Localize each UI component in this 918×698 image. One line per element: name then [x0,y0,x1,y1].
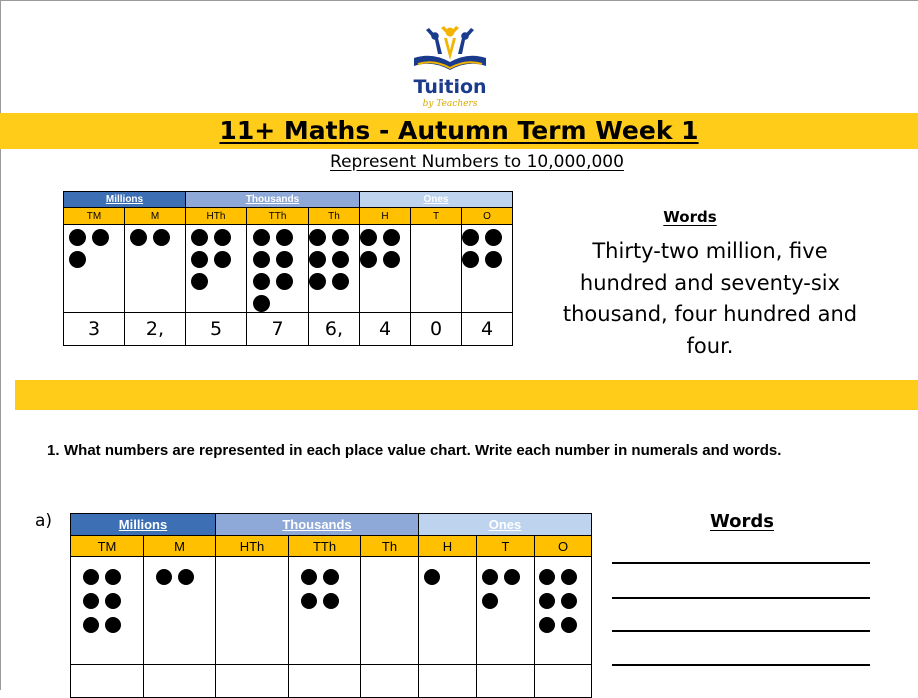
counter-dot [301,593,317,609]
counter-dot [424,569,440,585]
counter-dot [309,251,326,268]
words-answer-line[interactable] [612,664,870,666]
counter-cell [247,225,309,313]
counter-dot [561,617,577,633]
counter-dot [482,593,498,609]
counter-dot [69,251,86,268]
page-title: 11+ Maths - Autumn Term Week 1 [219,116,699,145]
digit-answer-cell[interactable] [71,665,144,698]
counter-dot [153,229,170,246]
counter-dot [214,251,231,268]
digit-answer-cell[interactable] [361,665,419,698]
counters [156,557,204,585]
col-head-h: H [360,208,411,225]
col-head-hth: HTh [186,208,247,225]
column-header-row [71,536,592,557]
col-head-hth: HTh [216,536,289,557]
digit-answer-cell[interactable] [419,665,477,698]
counter-dot [504,569,520,585]
group-ones: Ones [360,192,513,208]
digit-answer-cell[interactable] [216,665,289,698]
col-head-t: T [477,536,535,557]
col-head-h: H [419,536,477,557]
counter-dot [383,229,400,246]
counter-cell [477,557,535,665]
counter-dot [191,273,208,290]
counter-dot [130,229,147,246]
counters [83,557,131,633]
page-subtitle: Represent Numbers to 10,000,000 [330,152,624,172]
digit-cell: 5 [186,313,247,346]
counter-cell [289,557,361,665]
digit-answer-cell[interactable] [289,665,361,698]
counter-dot [309,229,326,246]
counter-dot [539,593,555,609]
counters [424,557,472,585]
counter-dot [105,593,121,609]
counter-cell [216,557,289,665]
question-number: 1. [47,442,60,459]
counter-dot [69,229,86,246]
group-millions: Millions [64,192,186,208]
counters [253,225,303,312]
counter-dot [276,229,293,246]
counters [366,557,414,569]
counters [130,225,180,246]
col-head-tth: TTh [247,208,309,225]
logo-wordmark: Tuition [413,76,487,98]
col-head-tm: TM [64,208,125,225]
example-place-value-chart [63,191,513,346]
counter-cell [535,557,592,665]
digit-answer-cell[interactable] [477,665,535,698]
counter-cell [144,557,216,665]
counter-dot [332,273,349,290]
counter-dot [83,593,99,609]
counter-dot [482,569,498,585]
counter-dot [276,251,293,268]
digit-cell: 4 [360,313,411,346]
counter-dot [309,273,326,290]
example-words-answer: Thirty-two million, five hundred and seventy-six thousand, four hundred and four. [562,239,858,358]
place-group-row [71,514,592,536]
col-head-th: Th [361,536,419,557]
counter-dot [360,251,377,268]
counters [228,557,276,569]
page-border-top [0,0,918,1]
counter-dot [253,273,270,290]
counter-dot [105,569,121,585]
counter-dot [539,569,555,585]
part-a-label: a) [35,511,53,531]
counter-dot [191,251,208,268]
group-thousands: Thousands [186,192,360,208]
counter-dot [360,229,377,246]
counter-dot [253,251,270,268]
counter-dot [539,617,555,633]
logo-tagline: by Teachers [422,99,478,109]
counter-cell [360,225,411,313]
digit-answer-cell[interactable] [144,665,216,698]
counter-dot [105,617,121,633]
words-answer-line[interactable] [612,562,870,564]
counter-cell [186,225,247,313]
counter-dot [485,251,502,268]
digit-cell: 4 [462,313,513,346]
counter-dot [178,569,194,585]
counter-cell [361,557,419,665]
digit-cell: 6, [309,313,360,346]
col-head-t: T [411,208,462,225]
counter-cell [71,557,144,665]
counters [309,225,359,290]
counter-dot [83,617,99,633]
digit-cell: 7 [247,313,309,346]
digit-answer-row [71,665,592,698]
part-a-words-heading: Words [709,511,775,532]
counter-dot [462,229,479,246]
counter-dot [561,593,577,609]
counters [411,225,461,229]
counter-dot [276,273,293,290]
tuition-logo [404,24,496,112]
counter-dot [214,229,231,246]
digit-cell: 3 [64,313,125,346]
counters [69,225,119,268]
page-border-left [0,0,1,690]
counter-dot [561,569,577,585]
counter-dot [332,251,349,268]
group-thousands: Thousands [216,514,419,536]
col-head-m: M [144,536,216,557]
digit-cell: 2, [125,313,186,346]
counter-dot [323,569,339,585]
example-words-heading: Words [663,208,717,226]
counter-row [71,557,592,665]
counter-cell [125,225,186,313]
counter-dot [83,569,99,585]
counter-dot [323,593,339,609]
counter-dot [191,229,208,246]
counters [191,225,241,290]
question-text: What numbers are represented in each place value chart. Write each number in numerals and words. [64,442,782,459]
digit-row [64,313,513,346]
counter-cell [462,225,513,313]
counter-dot [332,229,349,246]
counter-cell [309,225,360,313]
col-head-tm: TM [71,536,144,557]
counters [482,557,530,609]
counters [360,225,410,268]
counter-cell [64,225,125,313]
counter-dot [383,251,400,268]
counter-row [64,225,513,313]
counters [462,225,512,268]
counter-dot [462,251,479,268]
counter-dot [301,569,317,585]
section-divider-banner [15,380,918,410]
col-head-o: O [535,536,592,557]
col-head-m: M [125,208,186,225]
counter-dot [253,229,270,246]
counter-dot [485,229,502,246]
column-header-row [64,208,513,225]
group-ones: Ones [419,514,592,536]
logo-emblem-icon [404,24,496,80]
counter-dot [253,295,270,312]
counter-dot [92,229,109,246]
counters [539,557,587,633]
counter-cell [419,557,477,665]
place-group-row [64,192,513,208]
digit-cell: 0 [411,313,462,346]
col-head-th: Th [309,208,360,225]
col-head-tth: TTh [289,536,361,557]
col-head-o: O [462,208,513,225]
words-answer-line[interactable] [612,630,870,632]
counter-dot [156,569,172,585]
digit-answer-cell[interactable] [535,665,592,698]
counters [301,557,349,609]
part-a-place-value-chart [70,513,592,698]
words-answer-line[interactable] [612,597,870,599]
group-millions: Millions [71,514,216,536]
counter-cell [411,225,462,313]
